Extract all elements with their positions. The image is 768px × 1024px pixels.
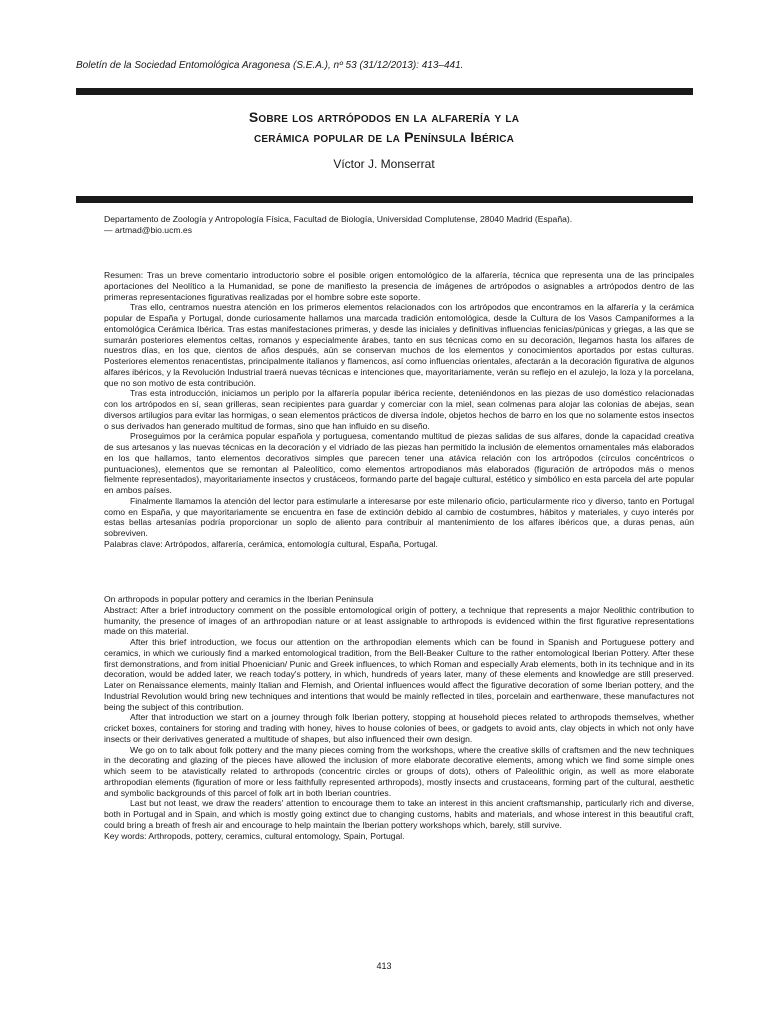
article-title-line-1: Sobre los artrópodos en la alfarería y la — [248, 109, 520, 125]
header-rule — [76, 88, 693, 95]
page-number: 413 — [376, 961, 392, 971]
resumen-paragraph-1: Resumen: Tras un breve comentario introductorio sobre el posible origen entomológico de la alfarería, técnica que representa una de las principales aportaciones del Neolítico a la Humanidad, se pone de manifiesto la presencia de imágenes de artrópodos o asignables a artrópodos dentro de las primeras representaciones figurativas realizadas por el hombre sobre este soporte. — [104, 270, 694, 302]
article-title-line-2: cerámica popular de la Península Ibérica — [253, 129, 515, 145]
palabras-clave: Palabras clave: Artrópodos, alfarería, cerámica, entomología cultural, España, Portugal. — [104, 538, 438, 549]
resumen-paragraph-3: Tras esta introducción, iniciamos un periplo por la alfarería popular ibérica reciente, deteniéndonos en las piezas de uso doméstico relacionadas con los artrópodos en sí, sean grilleras, sean recipientes para guardar y comerciar con la miel, sean colmenas para alojar las colonias de abejas, sean diversos artilugios para evitar las hormigas, o sean elementos prácticos de diversa índole, objetos hechos de barro en los que no solamente estos insectos o sus derivados han generado multitud de formas, sino que han influido en su diseño. — [104, 388, 694, 431]
affiliation-email[interactable]: — artmad@bio.ucm.es — [104, 225, 193, 235]
abstract-paragraph-1: Abstract: After a brief introductory comment on the possible entomological origin of pottery, a technique that represents a major Neolithic contribution to humanity, the presence of images of an arthropodian nature or at least assignable to arthropods is evidenced within the first figurative representations made on this material. — [104, 604, 694, 637]
resumen-paragraph-2: Tras ello, centramos nuestra atención en los primeros elementos relacionados con los artrópodos que encontramos en la alfarería y la cerámica popular de España y Portugal, donde curiosamente hallamos una marcada tradición entomológica, desde la Cultura de los Vasos Campaniformes a la entomológica Cerámica Ibérica. Tras estas manifestaciones primeras, y desde las iniciales y definitivas influencias fenicias/púnicas y griegas, a las que se sumarán posteriores elementos celtas, romanos y especialmente árabes, tanto en sus técnicas como en su decoración, llegamos hasta los alfares de nuestros días, en los que, cientos de años después, aún se conservan muchos de los elementos y conocimientos aportados por estas culturas. Posteriores elementos renacentistas, principalmente italianos y flamencos, así como influencias orientales, afectarán a la decoración figurativa de algunos alfares ibéricos, y la Revolución Industrial traerá nuevas técnicas e intenciones que, mayoritariamente, verán su reflejo en el azulejo, la loza y la porcelana, que no son motivo de esta contribución. — [104, 302, 694, 388]
abstract-section — [104, 594, 694, 841]
abstract-paragraph-5: Last but not least, we draw the readers' attention to encourage them to take an interest in this ancient craftsmanship, particularly rich and diverse, both in Portugal and in Spain, and which is mostly going extinct due to changing customs, habits and materials, and whose interest in this beautiful craft, could bring a breath of fresh air and encourage to help maintain the Iberian pottery workshops which, barely, still survive. — [104, 798, 694, 830]
resumen-paragraph-5: Finalmente llamamos la atención del lector para estimularle a interesarse por este milenario oficio, particularmente rico y diverso, tanto en Portugal como en España, y que mayoritariamente se encuentra en fase de extinción debido al cambio de costumbres, hábitos y materiales, y cuyo interés por estas bellas artesanías podría proporcionar un soplo de aliento para contribuir al mantenimiento de los alfares ibéricos que, a duras penas, aún sobreviven. — [104, 495, 694, 538]
affiliation — [104, 214, 694, 236]
affiliation-address: Departamento de Zoología y Antropología Física, Facultad de Biología, Universidad Complutense, 28040 Madrid (España). — [104, 214, 573, 224]
author-name: Víctor J. Monserrat — [333, 157, 435, 171]
resumen-section — [104, 270, 694, 550]
journal-citation: Boletín de la Sociedad Entomológica Aragonesa (S.E.A.), nº 53 (31/12/2013): 413–441. — [76, 60, 464, 71]
title-rule — [76, 196, 693, 203]
article-title — [100, 107, 668, 147]
abstract-paragraph-2: After this brief introduction, we focus our attention on the arthropodian elements which can be found in Spanish and Portuguese pottery and ceramics, in which we curiously find a marked entomological tradition, from the Bell-Beaker Culture to the rather entomological Iberian Pottery. After these first demonstrations, and from initial Phoenician/ Punic and Greek influences, to which Roman and especially Arab elements, both in its technique and in its decoration, would be added later, we reach today's pottery, in which, hundreds of years later, many of these elements and knowledge are still preserved. Later on Renaissance elements, mainly Italian and Flemish, and Oriental influences would affect the figurative decoration of some Iberian pottery, and the Industrial Revolution would bring new techniques and intentions that would be mainly reflected in tiles, porcelain and earthenware, these manufactures not being the subject of this contribution. — [104, 637, 694, 712]
abstract-paragraph-4: We go on to talk about folk pottery and the many pieces coming from the workshops, where the creative skills of craftsmen and the new techniques in the decorating and glazing of the pieces have allowed the inclusion of more elaborate decorative elements, among which we find some simple ones which seem to be atavistically related to arthropods (concentric circles or groups of dots), others of Paleolithic origin, as well as more elaborate arthropodian elements (figuration of more or less faithfully represented arthropods), mostly insects and crustaceans, forming part of the cultural, aesthetic and symbolic backgrounds of this parcel of folk art in both Iberian countries. — [104, 744, 694, 798]
resumen-paragraph-4: Proseguimos por la cerámica popular española y portuguesa, comentando multitud de piezas salidas de sus alfares, donde la capacidad creativa de sus artesanos y las nuevas técnicas en la decoración y el vidriado de las piezas han permitido la inclusión de elementos ornamentales más elaborados en los que hallamos, tanto elementos decorativos simples que parecen tener una atávica relación con los artrópodos (círculos concéntricos o puntuaciones), elementos que se remontan al Paleolítico, como elementos artropodianos más elaborados (figuración de artrópodos más o menos fielmente representados), mayoritariamente insectos y crustáceos, formando parte del bagaje cultural, estético y simbólico en esta parcela del arte popular en ambos países. — [104, 431, 694, 495]
abstract-paragraph-3: After that introduction we start on a journey through folk Iberian pottery, stopping at household pieces related to arthropods themselves, whether cricket boxes, containers for storing and trading with honey, hives to house colonies of bees, or gadgets to avoid ants, clay objects in which not only have insects or their derivatives generated a multitude of shapes, but also influenced their own design. — [104, 712, 694, 744]
english-title: On arthropods in popular pottery and ceramics in the Iberian Peninsula — [104, 594, 374, 604]
key-words: Key words: Arthropods, pottery, ceramics, cultural entomology, Spain, Portugal. — [104, 830, 405, 841]
